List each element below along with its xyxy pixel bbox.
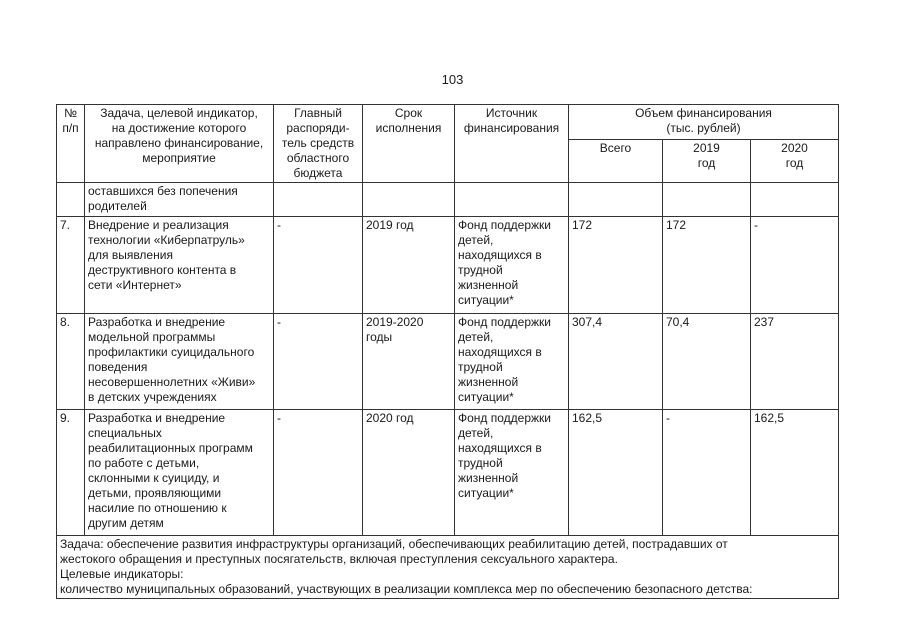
row-task: Разработка и внедрение специальных реабилитационных программ по работе с детьми, склонными к суициду, и детьми, проявляющими насилие по отношению к другим детям: [85, 410, 274, 536]
row-total: 162,5: [569, 410, 663, 536]
row-num: 7.: [57, 217, 85, 314]
row-source: Фонд поддержки детей, находящихся в трудной жизненной ситуации*: [455, 410, 569, 536]
row-manager: -: [274, 314, 363, 410]
footer-task-text: Задача: обеспечение развития инфраструктуры организаций, обеспечивающих реабилитацию детей, пострадавших от жестокого обращения и преступных посягательств, включая преступления сексуального характера. Целевые индикаторы: количество муниципальных образований, участвующих в реализации комплекса мер по обеспечению безопасного детства:: [57, 536, 839, 599]
row-num: 9.: [57, 410, 85, 536]
table-row: [57, 217, 839, 314]
row-term: 2019 год: [363, 217, 455, 314]
row-num: 8.: [57, 314, 85, 410]
header-manager: Главный распоряди- тель средств областного бюджета: [274, 105, 363, 183]
header-row: [57, 105, 839, 140]
page-number: 103: [441, 72, 464, 87]
header-2020: 2020 год: [751, 140, 839, 183]
row-manager: -: [274, 410, 363, 536]
row-total: 307,4: [569, 314, 663, 410]
row-2019: 172: [663, 217, 751, 314]
row-task: Внедрение и реализация технологии «Киберпатруль» для выявления деструктивного контента в сети «Интернет»: [85, 217, 274, 314]
header-2019: 2019 год: [663, 140, 751, 183]
row-2020: 162,5: [751, 410, 839, 536]
continuation-text: оставшихся без попечения родителей: [85, 183, 274, 217]
table-row: [57, 410, 839, 536]
row-term: 2019-2020 годы: [363, 314, 455, 410]
row-2020: -: [751, 217, 839, 314]
header-num: № п/п: [57, 105, 85, 183]
header-volume: Объем финансирования (тыс. рублей): [569, 105, 839, 140]
row-2019: -: [663, 410, 751, 536]
table-row-continuation: [57, 183, 839, 217]
row-task: Разработка и внедрение модельной программы профилактики суицидального поведения несовершеннолетних «Живи» в детских учреждениях: [85, 314, 274, 410]
financing-table: [56, 104, 839, 599]
header-total: Всего: [569, 140, 663, 183]
header-task: Задача, целевой индикатор, на достижение которого направлено финансирование, мероприятие: [85, 105, 274, 183]
row-term: 2020 год: [363, 410, 455, 536]
row-total: 172: [569, 217, 663, 314]
row-2019: 70,4: [663, 314, 751, 410]
table-row: [57, 314, 839, 410]
row-manager: -: [274, 217, 363, 314]
row-source: Фонд поддержки детей, находящихся в трудной жизненной ситуации*: [455, 314, 569, 410]
header-term: Срок исполнения: [363, 105, 455, 183]
row-2020: 237: [751, 314, 839, 410]
table-row-footer: [57, 536, 839, 599]
row-source: Фонд поддержки детей, находящихся в трудной жизненной ситуации*: [455, 217, 569, 314]
header-source: Источник финансирования: [455, 105, 569, 183]
